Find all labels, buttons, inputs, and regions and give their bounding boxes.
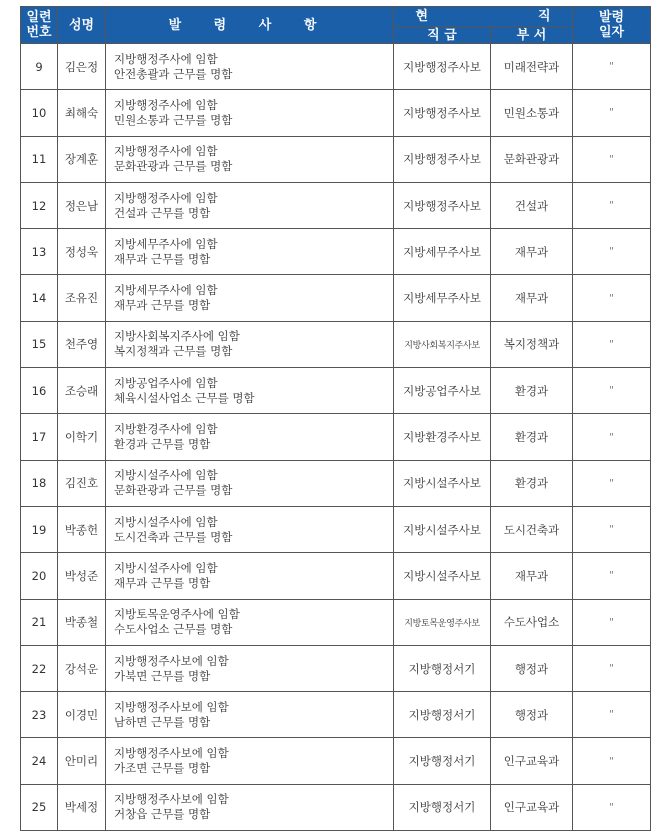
- order-line-2: 환경과 근무를 명함: [114, 437, 211, 452]
- row-dept: 도시건축과: [491, 506, 573, 552]
- header-current: 현 직: [394, 7, 573, 27]
- row-dept: 수도사업소: [491, 599, 573, 645]
- table-row: [21, 414, 651, 460]
- row-order: [106, 90, 394, 136]
- row-order: [106, 738, 394, 784]
- row-name: 안미리: [58, 738, 106, 784]
- row-date: ": [573, 321, 651, 367]
- row-name: 정은남: [58, 182, 106, 228]
- row-dept: 재무과: [491, 229, 573, 275]
- row-number: 10: [21, 90, 58, 136]
- row-name: 박종철: [58, 599, 106, 645]
- row-name: 강석운: [58, 645, 106, 691]
- table-row: [21, 738, 651, 784]
- row-dept: 복지정책과: [491, 321, 573, 367]
- row-date: ": [573, 506, 651, 552]
- table-row: [21, 368, 651, 414]
- row-number: 14: [21, 275, 58, 321]
- table-row: [21, 275, 651, 321]
- order-line-2: 거창읍 근무를 명함: [114, 807, 211, 822]
- row-date: ": [573, 275, 651, 321]
- row-rank: 지방세무주사보: [394, 275, 491, 321]
- table-row: [21, 599, 651, 645]
- order-line-1: 지방환경주사에 임함: [114, 422, 218, 437]
- row-name: 이경민: [58, 692, 106, 738]
- row-rank: 지방시설주사보: [394, 460, 491, 506]
- row-rank: 지방행정주사보: [394, 90, 491, 136]
- order-line-2: 가북면 근무를 명함: [114, 668, 211, 683]
- row-date: ": [573, 368, 651, 414]
- table-row: [21, 460, 651, 506]
- header-rank: 직 급: [394, 27, 491, 44]
- row-dept: 문화관광과: [491, 136, 573, 182]
- order-line-2: 재무과 근무를 명함: [114, 298, 211, 313]
- row-order: [106, 229, 394, 275]
- appointment-table: [20, 6, 651, 831]
- row-order: [106, 44, 394, 90]
- row-date: ": [573, 599, 651, 645]
- row-date: ": [573, 460, 651, 506]
- row-name: 이학기: [58, 414, 106, 460]
- order-line-1: 지방공업주사에 임함: [114, 375, 218, 390]
- row-rank: 지방환경주사보: [394, 414, 491, 460]
- row-rank: 지방행정서기: [394, 645, 491, 691]
- row-date: ": [573, 44, 651, 90]
- order-line-1: 지방세무주사에 임함: [114, 283, 218, 298]
- table-body: [21, 44, 651, 831]
- row-order: [106, 275, 394, 321]
- row-rank: 지방행정서기: [394, 692, 491, 738]
- row-order: [106, 460, 394, 506]
- order-line-2: 건설과 근무를 명함: [114, 205, 211, 220]
- row-rank: 지방행정주사보: [394, 44, 491, 90]
- order-line-1: 지방행정주사보에 임함: [114, 746, 229, 761]
- order-line-2: 남하면 근무를 명함: [114, 714, 211, 729]
- row-name: 정성욱: [58, 229, 106, 275]
- table-row: [21, 692, 651, 738]
- order-line-2: 수도사업소 근무를 명함: [114, 622, 233, 637]
- row-dept: 환경과: [491, 368, 573, 414]
- row-order: [106, 182, 394, 228]
- order-line-1: 지방행정주사에 임함: [114, 51, 218, 66]
- row-number: 15: [21, 321, 58, 367]
- row-date: ": [573, 136, 651, 182]
- table-row: [21, 553, 651, 599]
- row-dept: 재무과: [491, 553, 573, 599]
- row-dept: 행정과: [491, 692, 573, 738]
- row-rank: 지방행정주사보: [394, 182, 491, 228]
- order-line-2: 가조면 근무를 명함: [114, 761, 211, 776]
- order-line-2: 안전총괄과 근무를 명함: [114, 66, 233, 81]
- row-name: 장계훈: [58, 136, 106, 182]
- order-line-1: 지방시설주사에 임함: [114, 514, 218, 529]
- row-number: 22: [21, 645, 58, 691]
- order-line-1: 지방사회복지주사에 임함: [114, 329, 240, 344]
- row-number: 25: [21, 784, 58, 830]
- table-row: [21, 229, 651, 275]
- header-name: 성명: [58, 7, 106, 44]
- order-line-1: 지방행정주사에 임함: [114, 97, 218, 112]
- order-line-1: 지방행정주사보에 임함: [114, 699, 229, 714]
- row-dept: 건설과: [491, 182, 573, 228]
- row-rank: 지방행정주사보: [394, 136, 491, 182]
- row-dept: 인구교육과: [491, 784, 573, 830]
- row-date: ": [573, 182, 651, 228]
- row-number: 20: [21, 553, 58, 599]
- order-line-1: 지방행정주사보에 임함: [114, 792, 229, 807]
- header-dept: 부 서: [491, 27, 573, 44]
- row-dept: 행정과: [491, 645, 573, 691]
- row-rank: 지방행정서기: [394, 784, 491, 830]
- header-order: 발 령 사 항: [106, 7, 394, 44]
- row-number: 16: [21, 368, 58, 414]
- row-dept: 민원소통과: [491, 90, 573, 136]
- row-name: 최해숙: [58, 90, 106, 136]
- row-number: 21: [21, 599, 58, 645]
- order-line-1: 지방세무주사에 임함: [114, 236, 218, 251]
- header-serial: 일련 번호: [21, 7, 58, 44]
- row-number: 11: [21, 136, 58, 182]
- row-name: 천주영: [58, 321, 106, 367]
- row-name: 박세정: [58, 784, 106, 830]
- row-number: 18: [21, 460, 58, 506]
- order-line-1: 지방시설주사에 임함: [114, 468, 218, 483]
- row-date: ": [573, 692, 651, 738]
- order-line-1: 지방행정주사에 임함: [114, 190, 218, 205]
- row-date: ": [573, 738, 651, 784]
- row-rank: 지방공업주사보: [394, 368, 491, 414]
- row-dept: 환경과: [491, 460, 573, 506]
- header-date: 발령 일자: [573, 7, 651, 44]
- row-dept: 인구교육과: [491, 738, 573, 784]
- row-order: [106, 136, 394, 182]
- row-order: [106, 368, 394, 414]
- row-number: 24: [21, 738, 58, 784]
- row-name: 박성준: [58, 553, 106, 599]
- order-line-2: 재무과 근무를 명함: [114, 251, 211, 266]
- order-line-2: 문화관광과 근무를 명함: [114, 483, 233, 498]
- row-date: ": [573, 229, 651, 275]
- row-date: ": [573, 645, 651, 691]
- table-row: [21, 645, 651, 691]
- row-name: 조승래: [58, 368, 106, 414]
- table-row: [21, 182, 651, 228]
- order-line-2: 재무과 근무를 명함: [114, 575, 211, 590]
- table-row: [21, 90, 651, 136]
- row-date: ": [573, 553, 651, 599]
- table-row: [21, 44, 651, 90]
- row-number: 17: [21, 414, 58, 460]
- order-line-1: 지방토목운영주사에 임함: [114, 607, 240, 622]
- row-rank: 지방사회복지주사보: [394, 321, 491, 367]
- order-line-2: 도시건축과 근무를 명함: [114, 529, 233, 544]
- row-rank: 지방토목운영주사보: [394, 599, 491, 645]
- row-dept: 재무과: [491, 275, 573, 321]
- row-date: ": [573, 414, 651, 460]
- row-order: [106, 414, 394, 460]
- table-row: [21, 784, 651, 830]
- row-rank: 지방세무주사보: [394, 229, 491, 275]
- order-line-1: 지방시설주사에 임함: [114, 560, 218, 575]
- row-name: 박종헌: [58, 506, 106, 552]
- row-number: 23: [21, 692, 58, 738]
- row-number: 13: [21, 229, 58, 275]
- order-line-2: 문화관광과 근무를 명함: [114, 159, 233, 174]
- row-rank: 지방시설주사보: [394, 553, 491, 599]
- row-number: 19: [21, 506, 58, 552]
- row-order: [106, 599, 394, 645]
- row-dept: 환경과: [491, 414, 573, 460]
- row-number: 9: [21, 44, 58, 90]
- row-rank: 지방행정서기: [394, 738, 491, 784]
- row-name: 조유진: [58, 275, 106, 321]
- row-rank: 지방시설주사보: [394, 506, 491, 552]
- row-order: [106, 692, 394, 738]
- row-order: [106, 506, 394, 552]
- table-header: [21, 7, 651, 44]
- order-line-1: 지방행정주사에 임함: [114, 144, 218, 159]
- row-order: [106, 645, 394, 691]
- order-line-2: 민원소통과 근무를 명함: [114, 112, 233, 127]
- table-row: [21, 321, 651, 367]
- order-line-1: 지방행정주사보에 임함: [114, 653, 229, 668]
- table-row: [21, 506, 651, 552]
- row-date: ": [573, 90, 651, 136]
- row-order: [106, 553, 394, 599]
- table-row: [21, 136, 651, 182]
- row-order: [106, 784, 394, 830]
- row-dept: 미래전략과: [491, 44, 573, 90]
- row-number: 12: [21, 182, 58, 228]
- row-name: 김은정: [58, 44, 106, 90]
- order-line-2: 체육시설사업소 근무를 명함: [114, 390, 255, 405]
- row-date: ": [573, 784, 651, 830]
- row-order: [106, 321, 394, 367]
- row-name: 김진호: [58, 460, 106, 506]
- order-line-2: 복지정책과 근무를 명함: [114, 344, 233, 359]
